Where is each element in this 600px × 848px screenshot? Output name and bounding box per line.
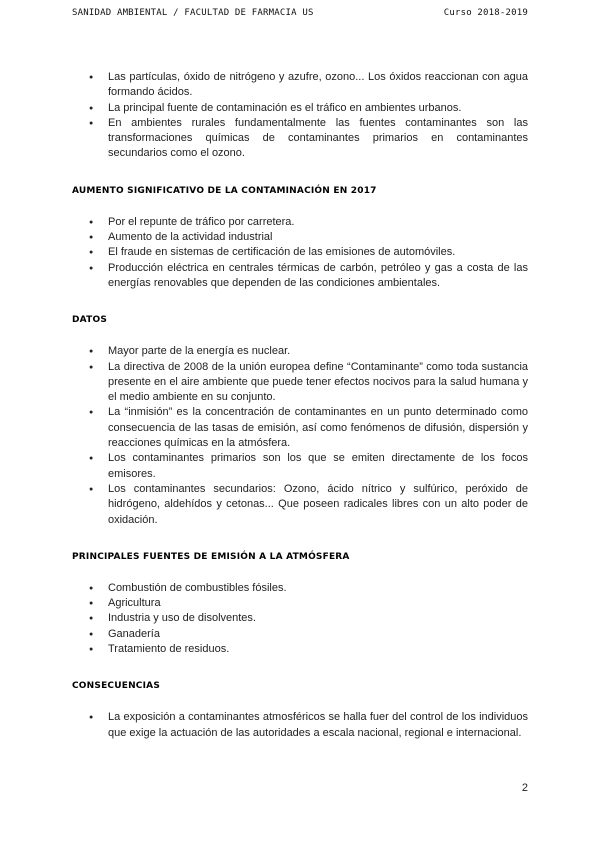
section-heading: AUMENTO SIGNIFICATIVO DE LA CONTAMINACIÓN EN 2017 bbox=[72, 185, 377, 196]
page-header bbox=[72, 8, 528, 18]
list-item: ● Los contaminantes secundarios: Ozono, ácido nítrico y sulfúrico, peróxido de hidrógeno, aldehídos y cetonas... Que poseen radicales libres con un alto poder de oxidación. bbox=[72, 482, 528, 528]
list-item: ● Por el repunte de tráfico por carretera. bbox=[72, 215, 528, 230]
list-item: ● Agricultura bbox=[72, 596, 528, 611]
section-list bbox=[72, 710, 528, 741]
section-datos bbox=[72, 315, 528, 528]
section-list bbox=[72, 215, 528, 291]
list-item: ● Mayor parte de la energía es nuclear. bbox=[72, 344, 528, 359]
list-item: ● Industria y uso de disolventes. bbox=[72, 611, 528, 626]
section-list bbox=[72, 581, 528, 657]
section-fuentes bbox=[72, 552, 528, 657]
section-list bbox=[72, 344, 528, 528]
section-heading: CONSECUENCIAS bbox=[72, 681, 161, 692]
page-number: 2 bbox=[521, 782, 528, 794]
list-item: ● La directiva de 2008 de la unión europea define “Contaminante” como toda sustancia presente en el aire ambiente que puede tener efectos nocivos para la salud humana y el medio ambiente en su conjunto. bbox=[72, 360, 528, 406]
header-course-year: Curso 2018-2019 bbox=[443, 8, 528, 18]
list-item: ● Combustión de combustibles fósiles. bbox=[72, 581, 528, 596]
section-consecuencias bbox=[72, 681, 528, 741]
list-item: ● En ambientes rurales fundamentalmente las fuentes contaminantes son las transformaciones químicas de contaminantes primarios en contaminantes secundarios como el ozono. bbox=[72, 116, 528, 162]
list-item: ● La “inmisión” es la concentración de contaminantes en un punto determinado como consecuencia de las tasas de emisión, así como fenómenos de difusión, dispersión y reacciones químicas en la atmósfera. bbox=[72, 405, 528, 451]
list-item: ● Aumento de la actividad industrial bbox=[72, 230, 528, 245]
header-course-title: SANIDAD AMBIENTAL / FACULTAD DE FARMACIA US bbox=[72, 8, 314, 18]
list-item: ● La exposición a contaminantes atmosféricos se halla fuer del control de los individuos que exige la actuación de las autoridades a escala nacional, regional e internacional. bbox=[72, 710, 528, 741]
list-item: ● Ganadería bbox=[72, 627, 528, 642]
list-item: ● Las partículas, óxido de nitrógeno y azufre, ozono... Los óxidos reaccionan con agua formando ácidos. bbox=[72, 70, 528, 101]
list-item: ● Tratamiento de residuos. bbox=[72, 642, 528, 657]
section-heading: PRINCIPALES FUENTES DE EMISIÓN A LA ATMÓSFERA bbox=[72, 551, 350, 562]
list-item: ● La principal fuente de contaminación es el tráfico en ambientes urbanos. bbox=[72, 101, 528, 116]
list-item: ● Producción eléctrica en centrales térmicas de carbón, petróleo y gas a costa de las energías renovables que dependen de las condiciones ambientales. bbox=[72, 261, 528, 292]
intro-list bbox=[72, 70, 528, 162]
list-item: ● Los contaminantes primarios son los que se emiten directamente de los focos emisores. bbox=[72, 451, 528, 482]
section-heading: DATOS bbox=[72, 315, 108, 326]
list-item: ● El fraude en sistemas de certificación de las emisiones de automóviles. bbox=[72, 245, 528, 260]
section-aumento bbox=[72, 186, 528, 291]
document-body bbox=[72, 70, 528, 741]
